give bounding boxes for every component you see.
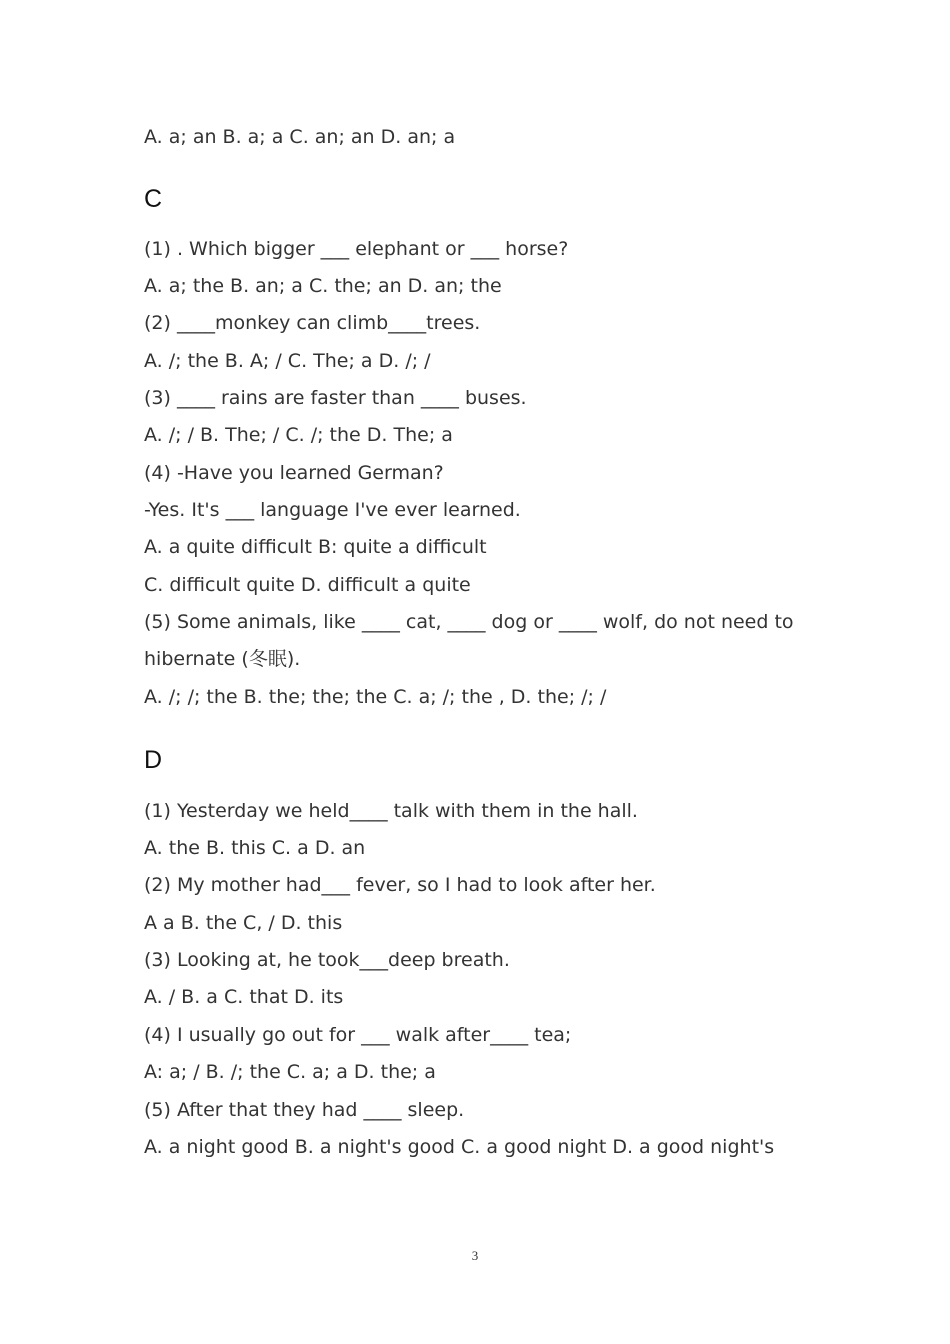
document-page [144,0,824,1344]
question-options: A. a; an B. a; a C. an; an D. an; a [144,126,456,148]
question-stem: (2) ____monkey can climb____trees. [144,312,481,334]
question-stem: (3) Looking at, he took___deep breath. [144,949,510,971]
question-options: A. /; the B. A; / C. The; a D. /; / [144,350,431,372]
question-stem: (5) Some animals, like ____ cat, ____ dog or ____ wolf, do not need to [144,611,794,633]
question-options: A. a night good B. a night's good C. a good night D. a good night's [144,1136,775,1158]
question-stem: -Yes. It's ___ language I've ever learned. [144,499,521,521]
question-options: A. a; the B. an; a C. the; an D. an; the [144,275,502,297]
question-stem: (3) ____ rains are faster than ____ buses. [144,387,527,409]
section-heading-c: C [144,185,163,213]
question-stem: (4) I usually go out for ___ walk after____ tea; [144,1024,572,1046]
section-heading-d: D [144,746,163,774]
question-stem: (2) My mother had___ fever, so I had to look after her. [144,874,656,896]
question-stem: (5) After that they had ____ sleep. [144,1099,465,1121]
question-stem: (1) Yesterday we held____ talk with them in the hall. [144,800,638,822]
question-options: C. difficult quite D. difficult a quite [144,574,471,596]
question-options: A a B. the C, / D. this [144,912,343,934]
question-options: A: a; / B. /; the C. a; a D. the; a [144,1061,436,1083]
page-number: 3 [471,1248,479,1263]
question-options: A. /; /; the B. the; the; the C. a; /; the , D. the; /; / [144,686,607,708]
question-options: A. / B. a C. that D. its [144,986,344,1008]
question-options: A. the B. this C. a D. an [144,837,366,859]
question-stem: (4) -Have you learned German? [144,462,444,484]
question-stem: hibernate (冬眠). [144,648,301,670]
question-options: A. a quite difficult B: quite a difficult [144,536,487,558]
question-options: A. /; / B. The; / C. /; the D. The; a [144,424,453,446]
question-stem: (1) . Which bigger ___ elephant or ___ horse? [144,238,569,260]
